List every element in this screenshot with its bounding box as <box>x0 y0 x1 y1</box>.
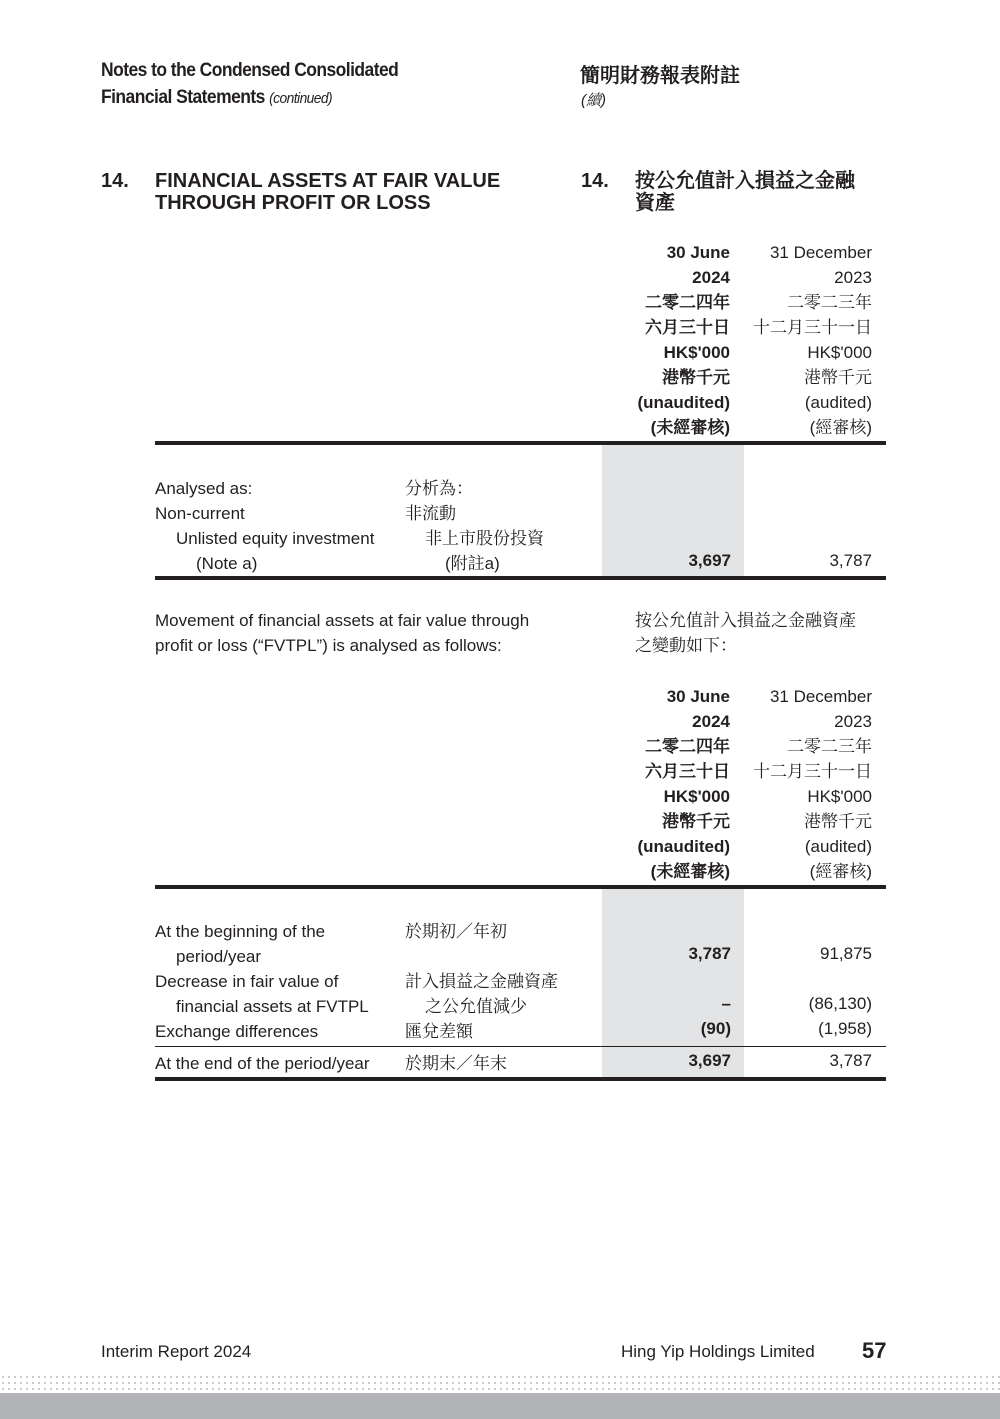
footer-bar <box>0 1393 1000 1419</box>
table2-bottom-rule <box>155 1077 886 1081</box>
section-title-en-line1: FINANCIAL ASSETS AT FAIR VALUE <box>155 170 501 192</box>
table2-row-label-en: period/year <box>176 947 262 966</box>
table2-row-label-en: financial assets at FVTPL <box>176 997 369 1016</box>
table2-total-prior: 3,787 <box>829 1051 872 1070</box>
table2-value-prior: 91,875 <box>820 944 872 963</box>
table1-bottom-rule <box>155 576 886 580</box>
section-number-zh: 14. <box>581 170 609 192</box>
table1-header-rule <box>155 441 886 445</box>
table2-value-prior: (1,958) <box>818 1019 872 1038</box>
table2-row-label-zh: 匯兌差額 <box>405 1022 473 1041</box>
footer-company-name: Hing Yip Holdings Limited <box>621 1342 815 1361</box>
table1-value-current: 3,697 <box>688 551 731 570</box>
column-header-current-2: 30 June 2024 二零二四年 六月三十日 HK$'000 港幣千元 (unaudited) (未經審核) <box>637 687 730 881</box>
movement-intro-zh-line2: 之變動如下： <box>635 636 737 655</box>
column-header-prior-1: 31 December 2023 二零二三年 十二月三十一日 HK$'000 港幣千元 (audited) (經審核) <box>753 243 872 437</box>
table1-value-prior: 3,787 <box>829 551 872 570</box>
header-continued-zh: (續) <box>581 92 606 109</box>
table2-subtotal-rule <box>155 1046 886 1047</box>
header-title-zh: 簡明財務報表附註 <box>580 65 740 87</box>
table2-header-rule <box>155 885 886 889</box>
table2-total-label-en: At the end of the period/year <box>155 1054 370 1073</box>
table2-row-label-en: At the beginning of the <box>155 922 326 941</box>
table2-total-label-zh: 於期末／年末 <box>405 1054 507 1073</box>
header-title-en-line2 <box>101 87 332 109</box>
table2-row-label-zh: 於期初／年初 <box>405 922 507 941</box>
movement-intro-en-line2: profit or loss (“FVTPL”) is analysed as follows: <box>155 636 502 655</box>
table1-row-label-en: Analysed as: <box>155 479 253 498</box>
table2-row-label-en: Decrease in fair value of <box>155 972 339 991</box>
table2-total-current: 3,697 <box>688 1051 731 1070</box>
movement-intro-en-line1: Movement of financial assets at fair value through <box>155 611 530 630</box>
header-continued-en: (continued) <box>269 90 333 107</box>
section-title-zh-line1: 按公允值計入損益之金融 <box>635 170 855 192</box>
section-number-en: 14. <box>101 170 129 192</box>
table2-row-label-en: Exchange differences <box>155 1022 319 1041</box>
header-title-en-text: Financial Statements <box>101 87 265 108</box>
column-header-current-1: 30 June 2024 二零二四年 六月三十日 HK$'000 港幣千元 (unaudited) (未經審核) <box>637 243 730 437</box>
table2-value-prior: (86,130) <box>808 994 872 1013</box>
table2-value-current: 3,787 <box>688 944 731 963</box>
page-number: 57 <box>862 1338 887 1363</box>
table1-row-label-zh: 分析為： <box>405 479 473 498</box>
footer-dot-pattern <box>0 1374 1000 1392</box>
table1-row-label-zh: (附註a) <box>445 554 500 573</box>
column-header-prior-2: 31 December 2023 二零二三年 十二月三十一日 HK$'000 港幣千元 (audited) (經審核) <box>753 687 872 881</box>
header-title-en-line1: Notes to the Condensed Consolidated <box>101 60 399 81</box>
section-title-zh-line2: 資產 <box>635 192 675 214</box>
table1-row-label-zh: 非上市股份投資 <box>425 529 544 548</box>
table1-row-label-en: (Note a) <box>196 554 258 573</box>
section-title-en-line2: THROUGH PROFIT OR LOSS <box>155 192 431 214</box>
movement-intro-zh-line1: 按公允值計入損益之金融資產 <box>635 611 856 630</box>
table2-current-shade <box>602 889 744 1077</box>
table1-row-label-en: Unlisted equity investment <box>176 529 375 548</box>
table2-row-label-zh: 之公允值減少 <box>425 997 527 1016</box>
table2-value-current: (90) <box>700 1019 731 1038</box>
footer-report-name: Interim Report 2024 <box>101 1342 252 1361</box>
table2-row-label-zh: 計入損益之金融資產 <box>405 972 558 991</box>
table1-row-label-en: Non-current <box>155 504 245 523</box>
table2-value-current: – <box>721 994 731 1013</box>
table1-row-label-zh: 非流動 <box>405 504 456 523</box>
